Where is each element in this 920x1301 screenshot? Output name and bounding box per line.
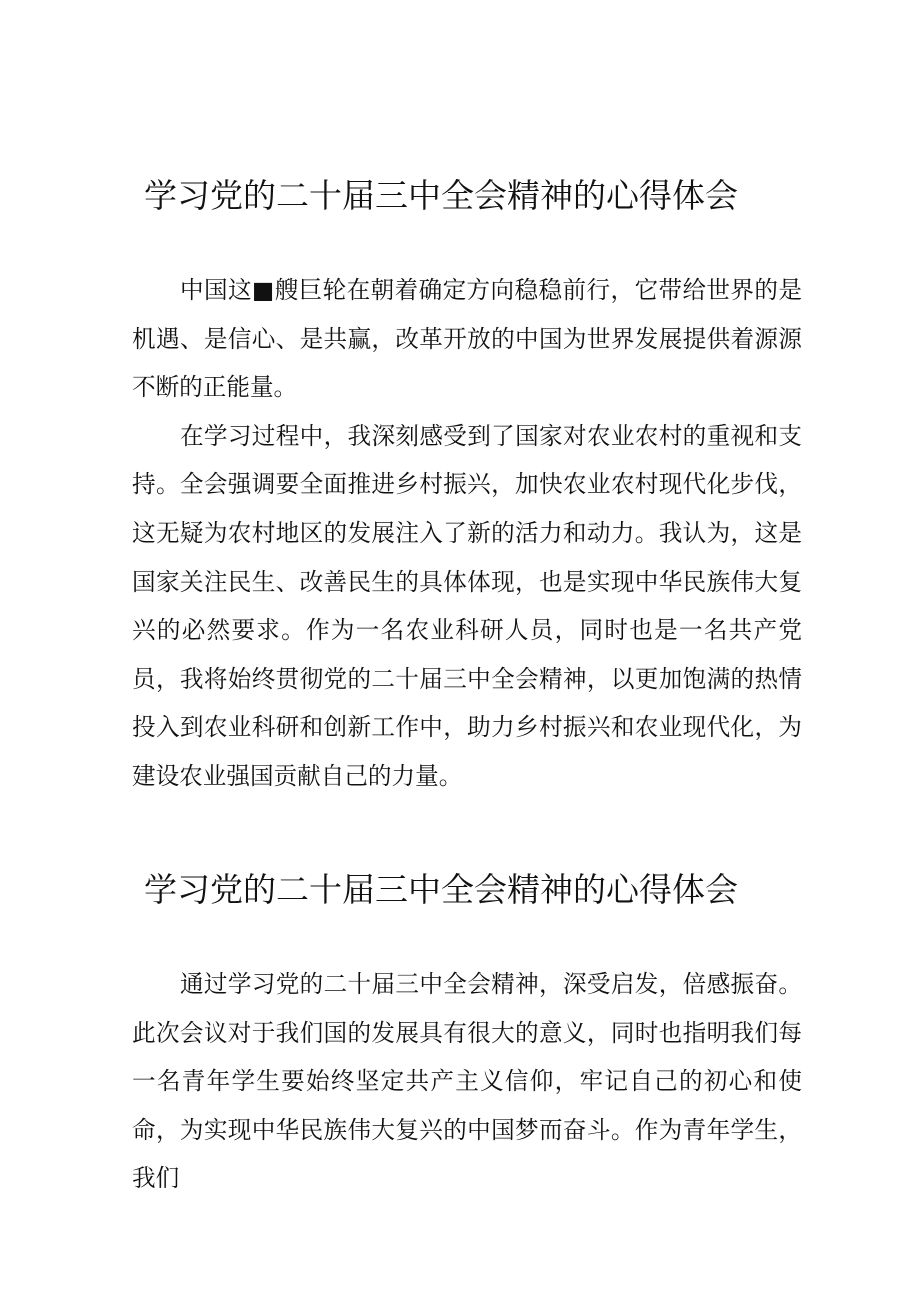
essay-section-1 bbox=[132, 170, 802, 801]
section-title: 学习党的二十届三中全会精神的心得体会 bbox=[144, 176, 738, 215]
paragraph: 中国这■艘巨轮在朝着确定方向稳稳前行，它带给世界的是机遇、是信心、是共赢，改革开放的中国为世界发展提供着源源不断的正能量。 bbox=[132, 276, 802, 402]
paragraph: 通过学习党的二十届三中全会精神，深受启发，倍感振奋。此次会议对于我们国的发展具有很大的意义，同时也指明我们每一名青年学生要始终坚定共产主义信仰，牢记自己的初心和使命，为实现中华民族伟大复兴的中国梦而奋斗。作为青年学生，我们 bbox=[132, 970, 802, 1193]
paragraph: 在学习过程中，我深刻感受到了国家对农业农村的重视和支持。全会强调要全面推进乡村振兴，加快农业农村现代化步伐，这无疑为农村地区的发展注入了新的活力和动力。我认为，这是国家关注民生、改善民生的具体体现，也是实现中华民族伟大复兴的必然要求。作为一名农业科研人员，同时也是一名共产党员，我将始终贯彻党的二十届三中全会精神，以更加饱满的热情投入到农业科研和创新工作中，助力乡村振兴和农业现代化，为建设农业强国贡献自己的力量。 bbox=[132, 421, 802, 790]
section-title: 学习党的二十届三中全会精神的心得体会 bbox=[144, 870, 738, 909]
essay-section-2 bbox=[132, 864, 802, 1203]
